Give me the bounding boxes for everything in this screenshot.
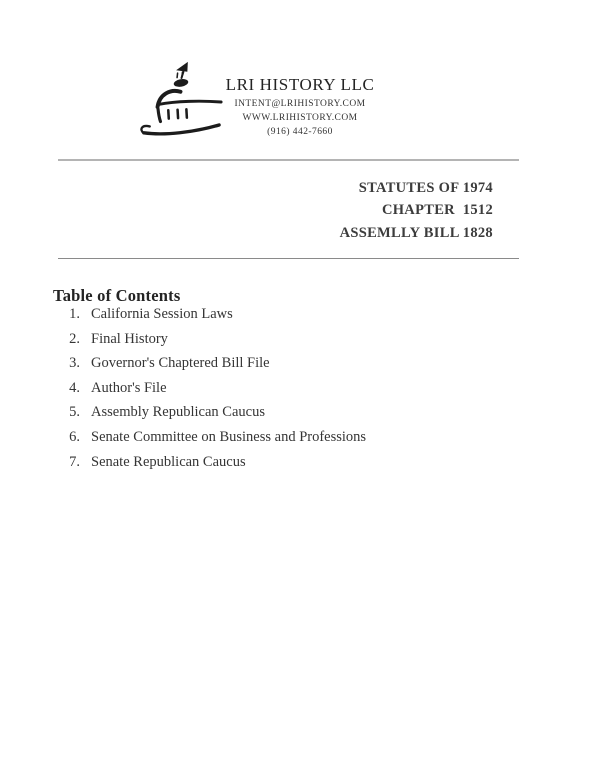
toc-item-label: Final History (91, 330, 168, 347)
company-website: WWW.LRIHISTORY.COM (242, 112, 358, 123)
letterhead (0, 75, 600, 139)
toc-item-number: 1. (69, 306, 80, 322)
toc-item-label: Governor's Chaptered Bill File (91, 355, 270, 372)
toc-item-number: 3. (69, 355, 80, 372)
toc-title: Table of Contents (53, 285, 181, 305)
toc-item-number: 4. (69, 379, 80, 396)
statutes-line: STATUTES OF 1974 (358, 180, 493, 196)
toc-item-label: Author's File (91, 379, 167, 396)
toc-item (0, 450, 600, 475)
company-phone: (916) 442-7660 (267, 126, 333, 137)
toc-item (0, 376, 600, 401)
toc-item-number: 7. (69, 453, 80, 470)
toc-item-number: 5. (69, 404, 80, 421)
assembly-bill-line: ASSEMLLY BILL 1828 (339, 224, 493, 241)
company-name: LRI HISTORY LLC (225, 75, 375, 94)
toc-item (0, 400, 600, 425)
toc-item-label: California Session Laws (91, 306, 233, 322)
chapter-line: CHAPTER 1512 (381, 202, 493, 219)
toc-item (0, 425, 600, 450)
toc-item (0, 327, 600, 352)
company-email: INTENT@LRIHISTORY.COM (234, 99, 366, 109)
divider-top (58, 159, 519, 161)
toc-item (0, 302, 600, 327)
toc-item-label: Assembly Republican Caucus (91, 404, 265, 421)
toc-item (0, 351, 600, 376)
toc-item-number: 2. (69, 330, 80, 347)
toc-item-label: Senate Republican Caucus (91, 453, 246, 470)
toc-list (0, 302, 600, 474)
toc-item-number: 6. (69, 428, 80, 445)
bill-reference-block (340, 177, 493, 244)
divider-bottom (58, 258, 519, 259)
contact-block (0, 98, 600, 139)
toc-item-label: Senate Committee on Business and Professions (91, 428, 367, 445)
